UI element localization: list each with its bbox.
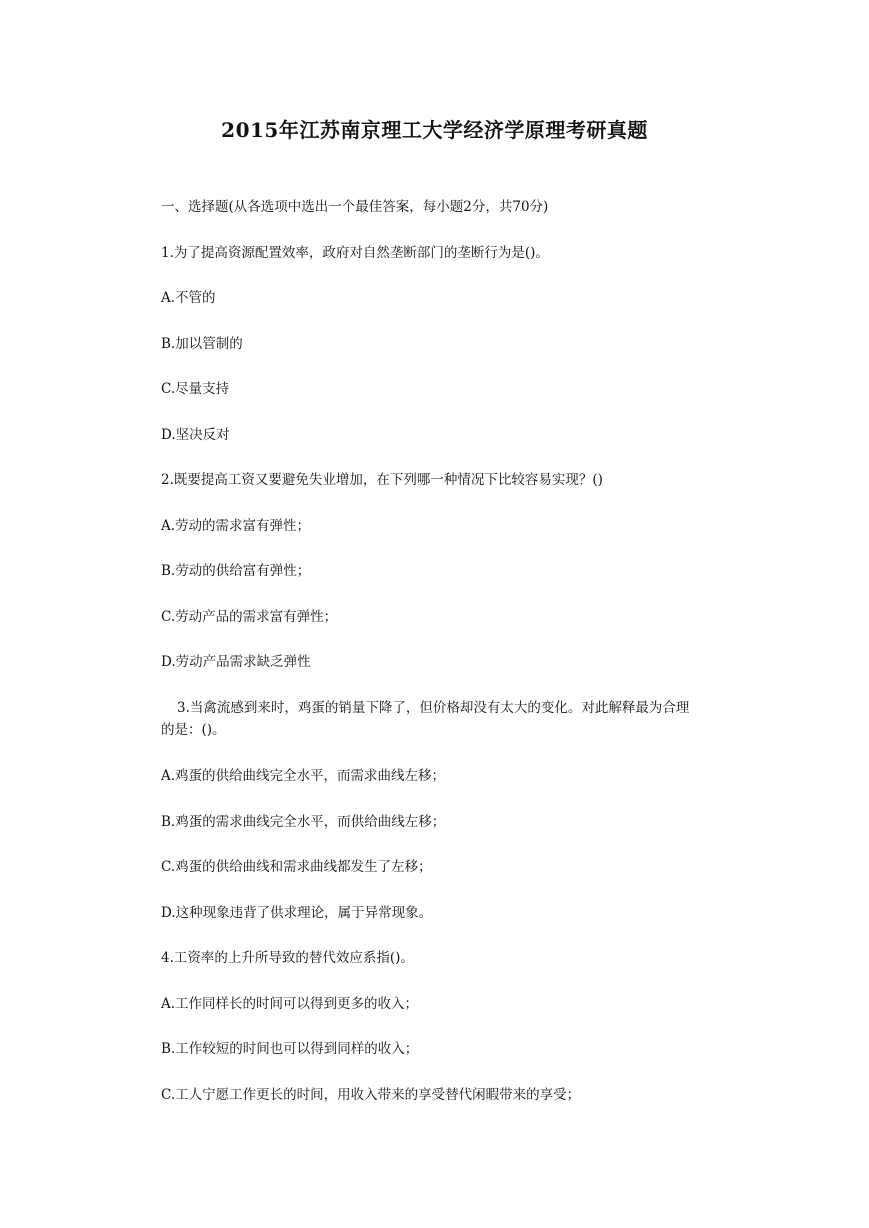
question-3-option-a: A.鸡蛋的供给曲线完全水平，而需求曲线左移；	[161, 768, 446, 784]
question-3-stem-line-2: 的是：()。	[161, 722, 226, 738]
question-2-option-d: D.劳动产品需求缺乏弹性	[161, 654, 311, 670]
question-1-option-b: B.加以管制的	[161, 336, 243, 352]
question-4-option-a: A.工作同样长的时间可以得到更多的收入；	[161, 996, 419, 1012]
question-2-stem: 2.既要提高工资又要避免失业增加，在下列哪一种情况下比较容易实现？()	[161, 472, 603, 488]
question-1-option-a: A.不管的	[161, 290, 216, 306]
question-3-stem-line-1: 3.当禽流感到来时，鸡蛋的销量下降了，但价格却没有太大的变化。对此解释最为合理	[177, 700, 690, 716]
question-4-option-c: C.工人宁愿工作更长的时间，用收入带来的享受替代闲暇带来的享受；	[161, 1087, 581, 1103]
question-3-option-c: C.鸡蛋的供给曲线和需求曲线都发生了左移；	[161, 859, 432, 875]
question-2-option-a: A.劳动的需求富有弹性；	[161, 518, 311, 534]
question-2-option-b: B.劳动的供给富有弹性；	[161, 563, 311, 579]
question-4-stem: 4.工资率的上升所导致的替代效应系指()。	[161, 950, 414, 966]
question-2-option-c: C.劳动产品的需求富有弹性；	[161, 609, 338, 625]
question-4-option-b: B.工作较短的时间也可以得到同样的收入；	[161, 1041, 419, 1057]
question-1-option-c: C.尽量支持	[161, 381, 230, 397]
section-heading: 一、选择题(从各选项中选出一个最佳答案，每小题2分，共70分)	[161, 199, 549, 215]
question-3-option-d: D.这种现象违背了供求理论，属于异常现象。	[161, 905, 433, 921]
question-1-stem: 1.为了提高资源配置效率，政府对自然垄断部门的垄断行为是()。	[161, 245, 549, 261]
question-3-option-b: B.鸡蛋的需求曲线完全水平，而供给曲线左移；	[161, 814, 446, 830]
question-1-option-d: D.坚决反对	[161, 427, 230, 443]
document-title: 2015年江苏南京理工大学经济学原理考研真题	[221, 118, 648, 142]
